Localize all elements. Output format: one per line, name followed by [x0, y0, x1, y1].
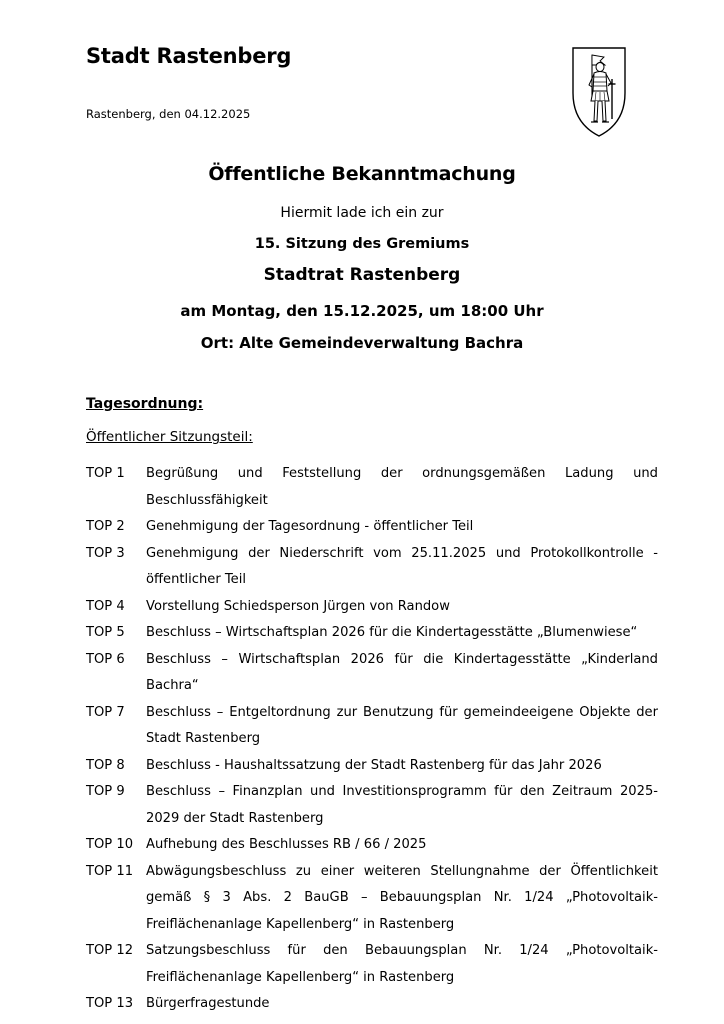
agenda-item-label: TOP 1	[86, 466, 125, 481]
agenda-item-text: Beschluss – Wirtschaftsplan 2026 für die Kindertagesstätte „Kinderland Bachra“	[146, 651, 658, 693]
date-line: Rastenberg, den 04.12.2025	[86, 107, 251, 121]
agenda-item-label: TOP 9	[86, 784, 125, 799]
agenda-item-text: Beschluss – Wirtschaftsplan 2026 für die Kindertagesstätte „Blumenwiese“	[146, 625, 638, 640]
public-part-heading: Öffentlicher Sitzungsteil:	[86, 429, 253, 445]
agenda-item-label: TOP 2	[86, 519, 125, 534]
agenda-item-text: Beschluss – Entgeltordnung zur Benutzung für gemeindeeigene Objekte der Stadt Rastenberg	[146, 704, 658, 746]
agenda-item-label: TOP 7	[86, 704, 125, 720]
agenda-list	[86, 461, 658, 1018]
agenda-item-label: TOP 13	[86, 996, 134, 1011]
agenda-item-text: Satzungsbeschluss für den Bebauungsplan Nr. 1/24 „Photovoltaik-Freiflächenanlage Kapellenberg“ in Rastenberg	[146, 943, 658, 985]
agenda-item	[86, 700, 658, 753]
agenda-item-label: TOP 12	[86, 943, 134, 958]
agenda-item	[86, 991, 658, 1018]
agenda-item	[86, 832, 658, 859]
agenda-item-text: Aufhebung des Beschlusses RB / 66 / 2025	[146, 837, 427, 852]
agenda-item-text: Abwägungsbeschluss zu einer weiteren Stellungnahme der Öffentlichkeit gemäß § 3 Abs. 2 BauGB – Bebauungsplan Nr. 1/24 „Photovoltaik-Freiflächenanlage Kapellenberg“ in Rastenberg	[146, 863, 658, 932]
agenda-item-text: Begrüßung und Feststellung der ordnungsgemäßen Ladung und Beschlussfähigkeit	[146, 466, 658, 508]
agenda-title: Tagesordnung:	[86, 396, 204, 412]
agenda-item-label: TOP 5	[86, 625, 125, 640]
agenda-item-label: TOP 3	[86, 545, 125, 561]
agenda-item	[86, 647, 658, 700]
agenda-item	[86, 541, 658, 594]
meeting-location: Ort: Alte Gemeindeverwaltung Bachra	[200, 334, 524, 352]
agenda-item	[86, 753, 658, 780]
agenda-item-text: Beschluss – Finanzplan und Investitionsprogramm für den Zeitraum 2025-2029 der Stadt Rastenberg	[146, 784, 658, 826]
agenda-item	[86, 514, 658, 541]
agenda-item	[86, 461, 658, 514]
announcement-heading: Öffentliche Bekanntmachung	[208, 163, 516, 185]
agenda-item	[86, 594, 658, 621]
session-title: 15. Sitzung des Gremiums	[254, 236, 470, 252]
agenda-item-label: TOP 8	[86, 757, 125, 773]
agenda-item-text: Genehmigung der Tagesordnung - öffentlicher Teil	[146, 519, 474, 534]
coat-of-arms-icon	[570, 45, 628, 139]
invite-text: Hiermit lade ich ein zur	[280, 205, 444, 221]
agenda-item	[86, 938, 658, 991]
agenda-item	[86, 779, 658, 832]
council-name: Stadtrat Rastenberg	[263, 265, 461, 285]
agenda-item-text: Bürgerfragestunde	[146, 996, 270, 1011]
agenda-item-label: TOP 10	[86, 837, 134, 852]
agenda-item-text: Genehmigung der Niederschrift vom 25.11.2025 und Protokollkontrolle - öffentlicher Teil	[146, 545, 658, 587]
agenda-item-label: TOP 4	[86, 598, 125, 614]
agenda-item	[86, 859, 658, 939]
agenda-item-label: TOP 11	[86, 863, 134, 879]
org-title: Stadt Rastenberg	[86, 44, 292, 68]
meeting-date-time: am Montag, den 15.12.2025, um 18:00 Uhr	[180, 302, 544, 320]
agenda-item-label: TOP 6	[86, 651, 125, 667]
agenda-item-text: Vorstellung Schiedsperson Jürgen von Randow	[146, 598, 450, 614]
agenda-item	[86, 620, 658, 647]
agenda-item-text: Beschluss - Haushaltssatzung der Stadt Rastenberg für das Jahr 2026	[146, 757, 602, 773]
